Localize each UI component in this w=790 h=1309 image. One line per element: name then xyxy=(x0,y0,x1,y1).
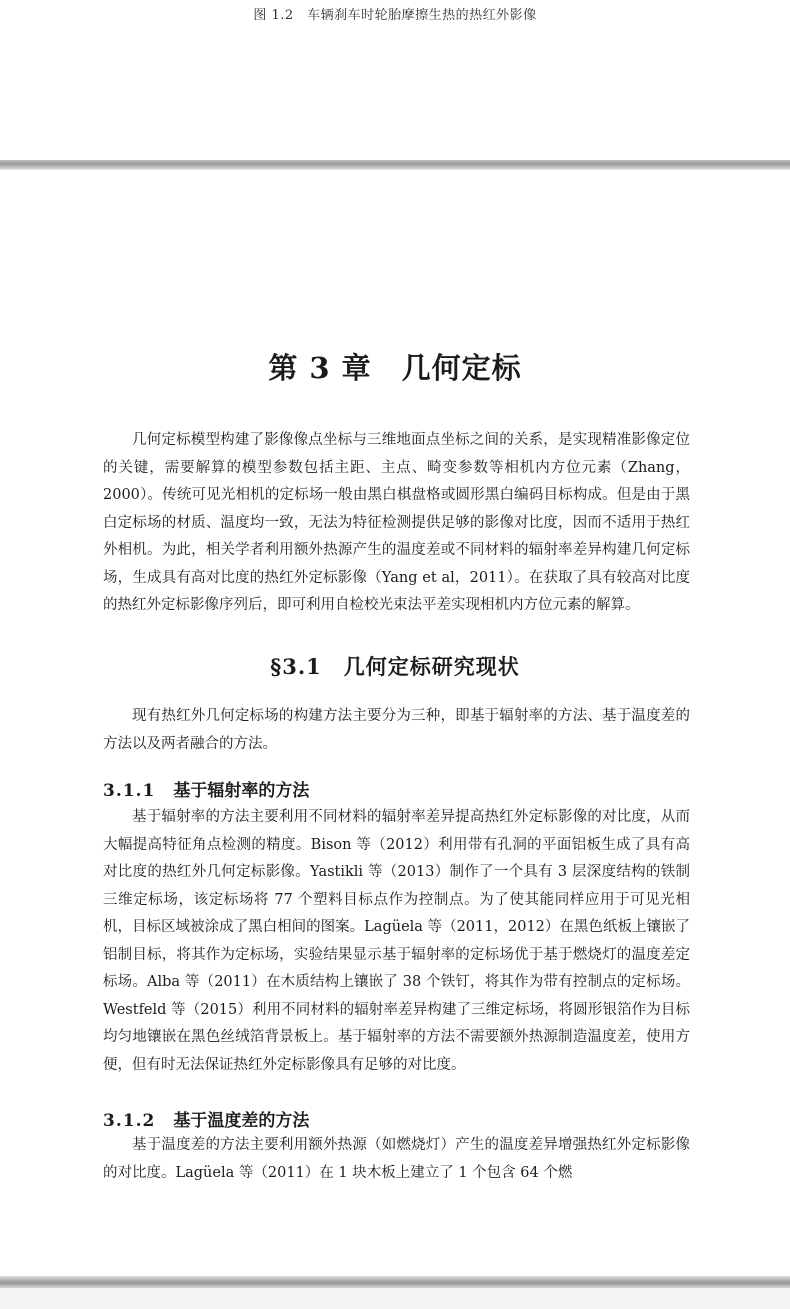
section-intro-paragraph: 现有热红外几何定标场的构建方法主要分为三种，即基于辐射率的方法、基于温度差的方法以及两者融合的方法。 xyxy=(103,708,690,752)
chapter-intro-paragraph: 几何定标模型构建了影像像点坐标与三维地面点坐标之间的关系，是实现精准影像定位的关键，需要解算的模型参数包括主距、主点、畸变参数等相机内方位元素（Zhang，2000）。传统可见光相机的定标场一般由黑白棋盘格或圆形黑白编码目标构成。但是由于黑白定标场的材质、温度均一致，无法为特征检测提供足够的影像对比度，因而不适用于热红外相机。为此，相关学者利用额外热源产生的温度差或不同材料的辐射率差异构建几何定标场，生成具有高对比度的热红外定标影像（Yang et al，2011）。在获取了具有较高对比度的热红外定标影像序列后，即可利用自检校光束法平差实现相机内方位元素的解算。 xyxy=(103,432,690,613)
subsection-title: 基于温度差的方法 xyxy=(173,1111,310,1131)
subsection-number: 3.1.1 xyxy=(103,781,156,801)
chapter-title: 第 3 章 几何定标 xyxy=(268,351,522,385)
page-separator-bottom xyxy=(0,1276,790,1288)
section-title: §3.1 几何定标研究现状 xyxy=(270,654,520,679)
subsection-heading-3-1-1 xyxy=(103,776,309,801)
previous-page xyxy=(0,0,790,160)
subsection-title: 基于辐射率的方法 xyxy=(173,781,310,801)
page-separator-top xyxy=(0,160,790,170)
document-page xyxy=(0,170,790,1276)
subsection-paragraph-3-1-2: 基于温度差的方法主要利用额外热源（如燃烧灯）产生的温度差异增强热红外定标影像的对比度。Lagüela 等（2011）在 1 块木板上建立了 1 个包含 64 个燃 xyxy=(103,1137,690,1181)
next-page-edge xyxy=(0,1288,790,1309)
subsection-paragraph-3-1-1: 基于辐射率的方法主要利用不同材料的辐射率差异提高热红外定标影像的对比度，从而大幅提高特征角点检测的精度。Bison 等（2012）利用带有孔洞的平面铝板生成了具有高对比度的热红外几何定标影像。Yastikli 等（2013）制作了一个具有 3 层深度结构的铁制三维定标场，该定标场将 77 个塑料目标点作为控制点。为了使其能同样应用于可见光相机，目标区域被涂成了黑白相间的图案。Lagüela 等（2011，2012）在黑色纸板上镶嵌了铝制目标，将其作为定标场，实验结果显示基于辐射率的定标场优于基于燃烧灯的温度差定标场。Alba 等（2011）在木质结构上镶嵌了 38 个铁钉，将其作为带有控制点的定标场。Westfeld 等（2015）利用不同材料的辐射率差异构建了三维定标场，将圆形银箔作为目标均匀地镶嵌在黑色丝绒箔背景板上。基于辐射率的方法不需要额外热源制造温度差，使用方便，但有时无法保证热红外定标影像具有足够的对比度。 xyxy=(103,809,690,1073)
subsection-heading-3-1-2 xyxy=(103,1106,309,1131)
figure-caption: 图 1.2 车辆刹车时轮胎摩擦生热的热红外影像 xyxy=(253,8,537,23)
subsection-number: 3.1.2 xyxy=(103,1111,156,1131)
